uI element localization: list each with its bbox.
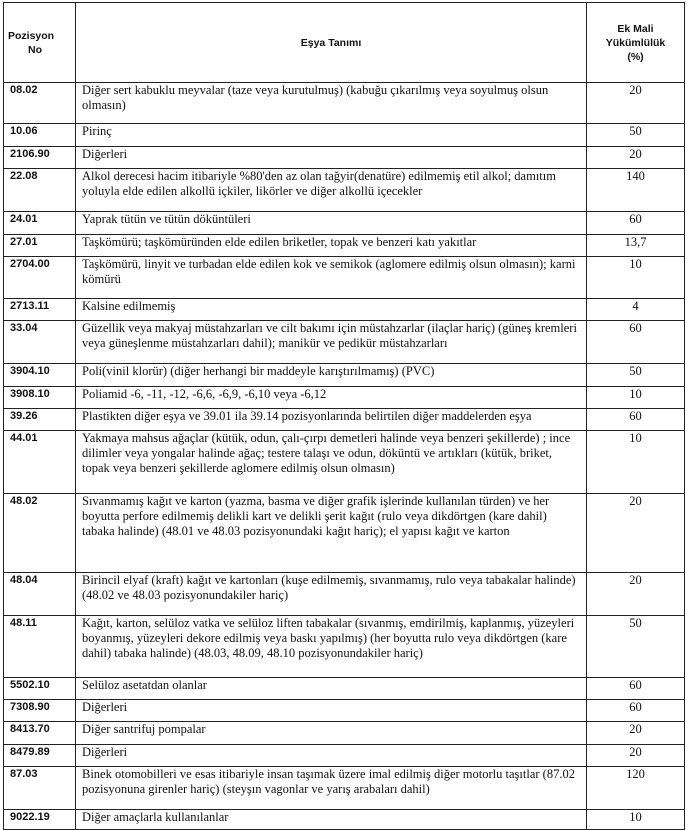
position-header-line1: Pozisyon bbox=[8, 29, 55, 42]
rate-cell: 60 bbox=[587, 321, 685, 364]
position-cell: 10.06 bbox=[4, 124, 76, 147]
position-cell: 48.04 bbox=[4, 573, 76, 616]
description-cell: Diğerleri bbox=[76, 147, 587, 169]
rate-cell: 60 bbox=[587, 212, 685, 235]
rate-header-line1: Ek Mali bbox=[617, 22, 654, 35]
position-cell: 22.08 bbox=[4, 169, 76, 212]
rate-cell: 60 bbox=[587, 700, 685, 722]
table-row bbox=[4, 678, 685, 700]
position-cell: 5502.10 bbox=[4, 678, 76, 700]
position-cell: 9022.19 bbox=[4, 810, 76, 830]
table-row bbox=[4, 321, 685, 364]
position-cell: 27.01 bbox=[4, 235, 76, 257]
position-cell: 8413.70 bbox=[4, 722, 76, 745]
rate-cell: 20 bbox=[587, 147, 685, 169]
table-row bbox=[4, 810, 685, 830]
description-cell: Kalsine edilmemiş bbox=[76, 299, 587, 321]
rate-cell: 20 bbox=[587, 83, 685, 124]
rate-cell: 60 bbox=[587, 678, 685, 700]
position-cell: 2106.90 bbox=[4, 147, 76, 169]
rate-column-header bbox=[587, 3, 685, 83]
description-cell: Diğerleri bbox=[76, 700, 587, 722]
table-row bbox=[4, 257, 685, 299]
table-row bbox=[4, 616, 685, 678]
rate-cell: 10 bbox=[587, 257, 685, 299]
position-header-line2: No bbox=[28, 43, 42, 56]
position-cell: 2713.11 bbox=[4, 299, 76, 321]
position-cell: 08.02 bbox=[4, 83, 76, 124]
table-row bbox=[4, 387, 685, 409]
rate-cell: 20 bbox=[587, 745, 685, 767]
position-cell: 48.02 bbox=[4, 494, 76, 573]
table-row bbox=[4, 147, 685, 169]
table-row bbox=[4, 83, 685, 124]
rate-cell: 20 bbox=[587, 722, 685, 745]
rate-cell: 60 bbox=[587, 409, 685, 431]
position-cell: 39.26 bbox=[4, 409, 76, 431]
table-row bbox=[4, 494, 685, 573]
position-cell: 7308.90 bbox=[4, 700, 76, 722]
table-row bbox=[4, 364, 685, 387]
rate-cell: 140 bbox=[587, 169, 685, 212]
rate-cell: 50 bbox=[587, 364, 685, 387]
description-cell: Diğerleri bbox=[76, 745, 587, 767]
header-row bbox=[4, 3, 685, 83]
description-cell: Sıvanmamış kağıt ve karton (yazma, basma ve diğer grafik işlerinde kullanılan türden) ve her boyutta perfore edilmemiş delikli kart ve delikli şerit kağıt (rulo veya dikdörtgen (kare dahil) tabaka halinde) (48.01 ve 48.03 pozisyonundaki kağıt hariç); el yapısı kağıt ve karton bbox=[76, 494, 587, 573]
rate-cell: 120 bbox=[587, 767, 685, 810]
description-cell: Pirinç bbox=[76, 124, 587, 147]
tariff-table bbox=[3, 2, 685, 830]
rate-header-line2: Yükümlülük bbox=[605, 36, 666, 49]
position-cell: 48.11 bbox=[4, 616, 76, 678]
table-row bbox=[4, 124, 685, 147]
table-row bbox=[4, 431, 685, 494]
position-cell: 2704.00 bbox=[4, 257, 76, 299]
rate-cell: 50 bbox=[587, 616, 685, 678]
rate-cell: 20 bbox=[587, 573, 685, 616]
description-cell: Diğer amaçlarla kullanılanlar bbox=[76, 810, 587, 830]
table-row bbox=[4, 767, 685, 810]
description-cell: Binek otomobilleri ve esas itibariyle insan taşımak üzere imal edilmiş diğer motorlu taşıtlar (87.02 pozisyonuna girenler hariç) (steyşın vagonlar ve yarış arabaları dahil) bbox=[76, 767, 587, 810]
position-cell: 44.01 bbox=[4, 431, 76, 494]
description-cell: Selüloz asetatdan olanlar bbox=[76, 678, 587, 700]
table-row bbox=[4, 235, 685, 257]
rate-cell: 4 bbox=[587, 299, 685, 321]
description-cell: Birincil elyaf (kraft) kağıt ve kartonları (kuşe edilmemiş, sıvanmamış, rulo veya tabakalar halinde) (48.02 ve 48.03 pozisyonundakiler hariç) bbox=[76, 573, 587, 616]
position-cell: 3904.10 bbox=[4, 364, 76, 387]
description-cell: Yaprak tütün ve tütün döküntüleri bbox=[76, 212, 587, 235]
description-cell: Güzellik veya makyaj müstahzarları ve cilt bakımı için müstahzarlar (ilaçlar hariç) (güneş kremleri veya güneşlenme müstahzarları dahil); manikür ve pedikür müstahzarları bbox=[76, 321, 587, 364]
description-cell: Yakmaya mahsus ağaçlar (kütük, odun, çalı-çırpı demetleri halinde veya benzeri şekillerde) ; ince dilimler veya yongalar halinde ağaç; testere talaşı ve odun, döküntü ve artıkları (kütük, briket, topak veya benzeri şekillerde aglomere edilmiş olsun olmasın) bbox=[76, 431, 587, 494]
table-row bbox=[4, 722, 685, 745]
description-cell: Alkol derecesi hacim itibariyle %80'den az olan tağyir(denatüre) edilmemiş etil alkol; damıtım yoluyla elde edilen alkollü içkiler, likörler ve diğer alkollü içecekler bbox=[76, 169, 587, 212]
description-cell: Kağıt, karton, selüloz vatka ve selüloz liften tabakalar (sıvanmış, emdirilmiş, kaplanmış, yüzeyleri boyanmış, yüzeyleri dekore edilmiş veya baskı yapılmış) (her boyutta rulo veya dikdörtgen (kare dahil) tabaka halinde) (48.03, 48.09, 48.10 pozisyonundakiler hariç) bbox=[76, 616, 587, 678]
table-row bbox=[4, 573, 685, 616]
position-cell: 3908.10 bbox=[4, 387, 76, 409]
description-cell: Diğer sert kabuklu meyvalar (taze veya kurutulmuş) (kabuğu çıkarılmış veya soyulmuş olsun olmasın) bbox=[76, 83, 587, 124]
rate-cell: 50 bbox=[587, 124, 685, 147]
description-cell: Taşkömürü; taşkömüründen elde edilen briketler, topak ve benzeri katı yakıtlar bbox=[76, 235, 587, 257]
table-row bbox=[4, 212, 685, 235]
rate-header-line3: (%) bbox=[627, 50, 644, 63]
table-row bbox=[4, 409, 685, 431]
table-row bbox=[4, 169, 685, 212]
rate-cell: 10 bbox=[587, 387, 685, 409]
rate-cell: 10 bbox=[587, 810, 685, 830]
description-column-header: Eşya Tanımı bbox=[76, 3, 587, 83]
description-cell: Poli(vinil klorür) (diğer herhangi bir maddeyle karıştırılmamış) (PVC) bbox=[76, 364, 587, 387]
description-cell: Plastikten diğer eşya ve 39.01 ila 39.14 pozisyonlarında belirtilen diğer maddelerden eşya bbox=[76, 409, 587, 431]
description-cell: Diğer santrifuj pompalar bbox=[76, 722, 587, 745]
position-cell: 24.01 bbox=[4, 212, 76, 235]
tariff-table-body bbox=[4, 83, 685, 830]
description-cell: Poliamid -6, -11, -12, -6,6, -6,9, -6,10 veya -6,12 bbox=[76, 387, 587, 409]
table-row bbox=[4, 299, 685, 321]
position-cell: 8479.89 bbox=[4, 745, 76, 767]
description-cell: Taşkömürü, linyit ve turbadan elde edilen kok ve semikok (aglomere edilmiş olsun olmasın); karni kömürü bbox=[76, 257, 587, 299]
position-cell: 87.03 bbox=[4, 767, 76, 810]
table-row bbox=[4, 745, 685, 767]
position-column-header bbox=[4, 3, 76, 83]
table-row bbox=[4, 700, 685, 722]
rate-cell: 20 bbox=[587, 494, 685, 573]
rate-cell: 10 bbox=[587, 431, 685, 494]
rate-cell: 13,7 bbox=[587, 235, 685, 257]
position-cell: 33.04 bbox=[4, 321, 76, 364]
